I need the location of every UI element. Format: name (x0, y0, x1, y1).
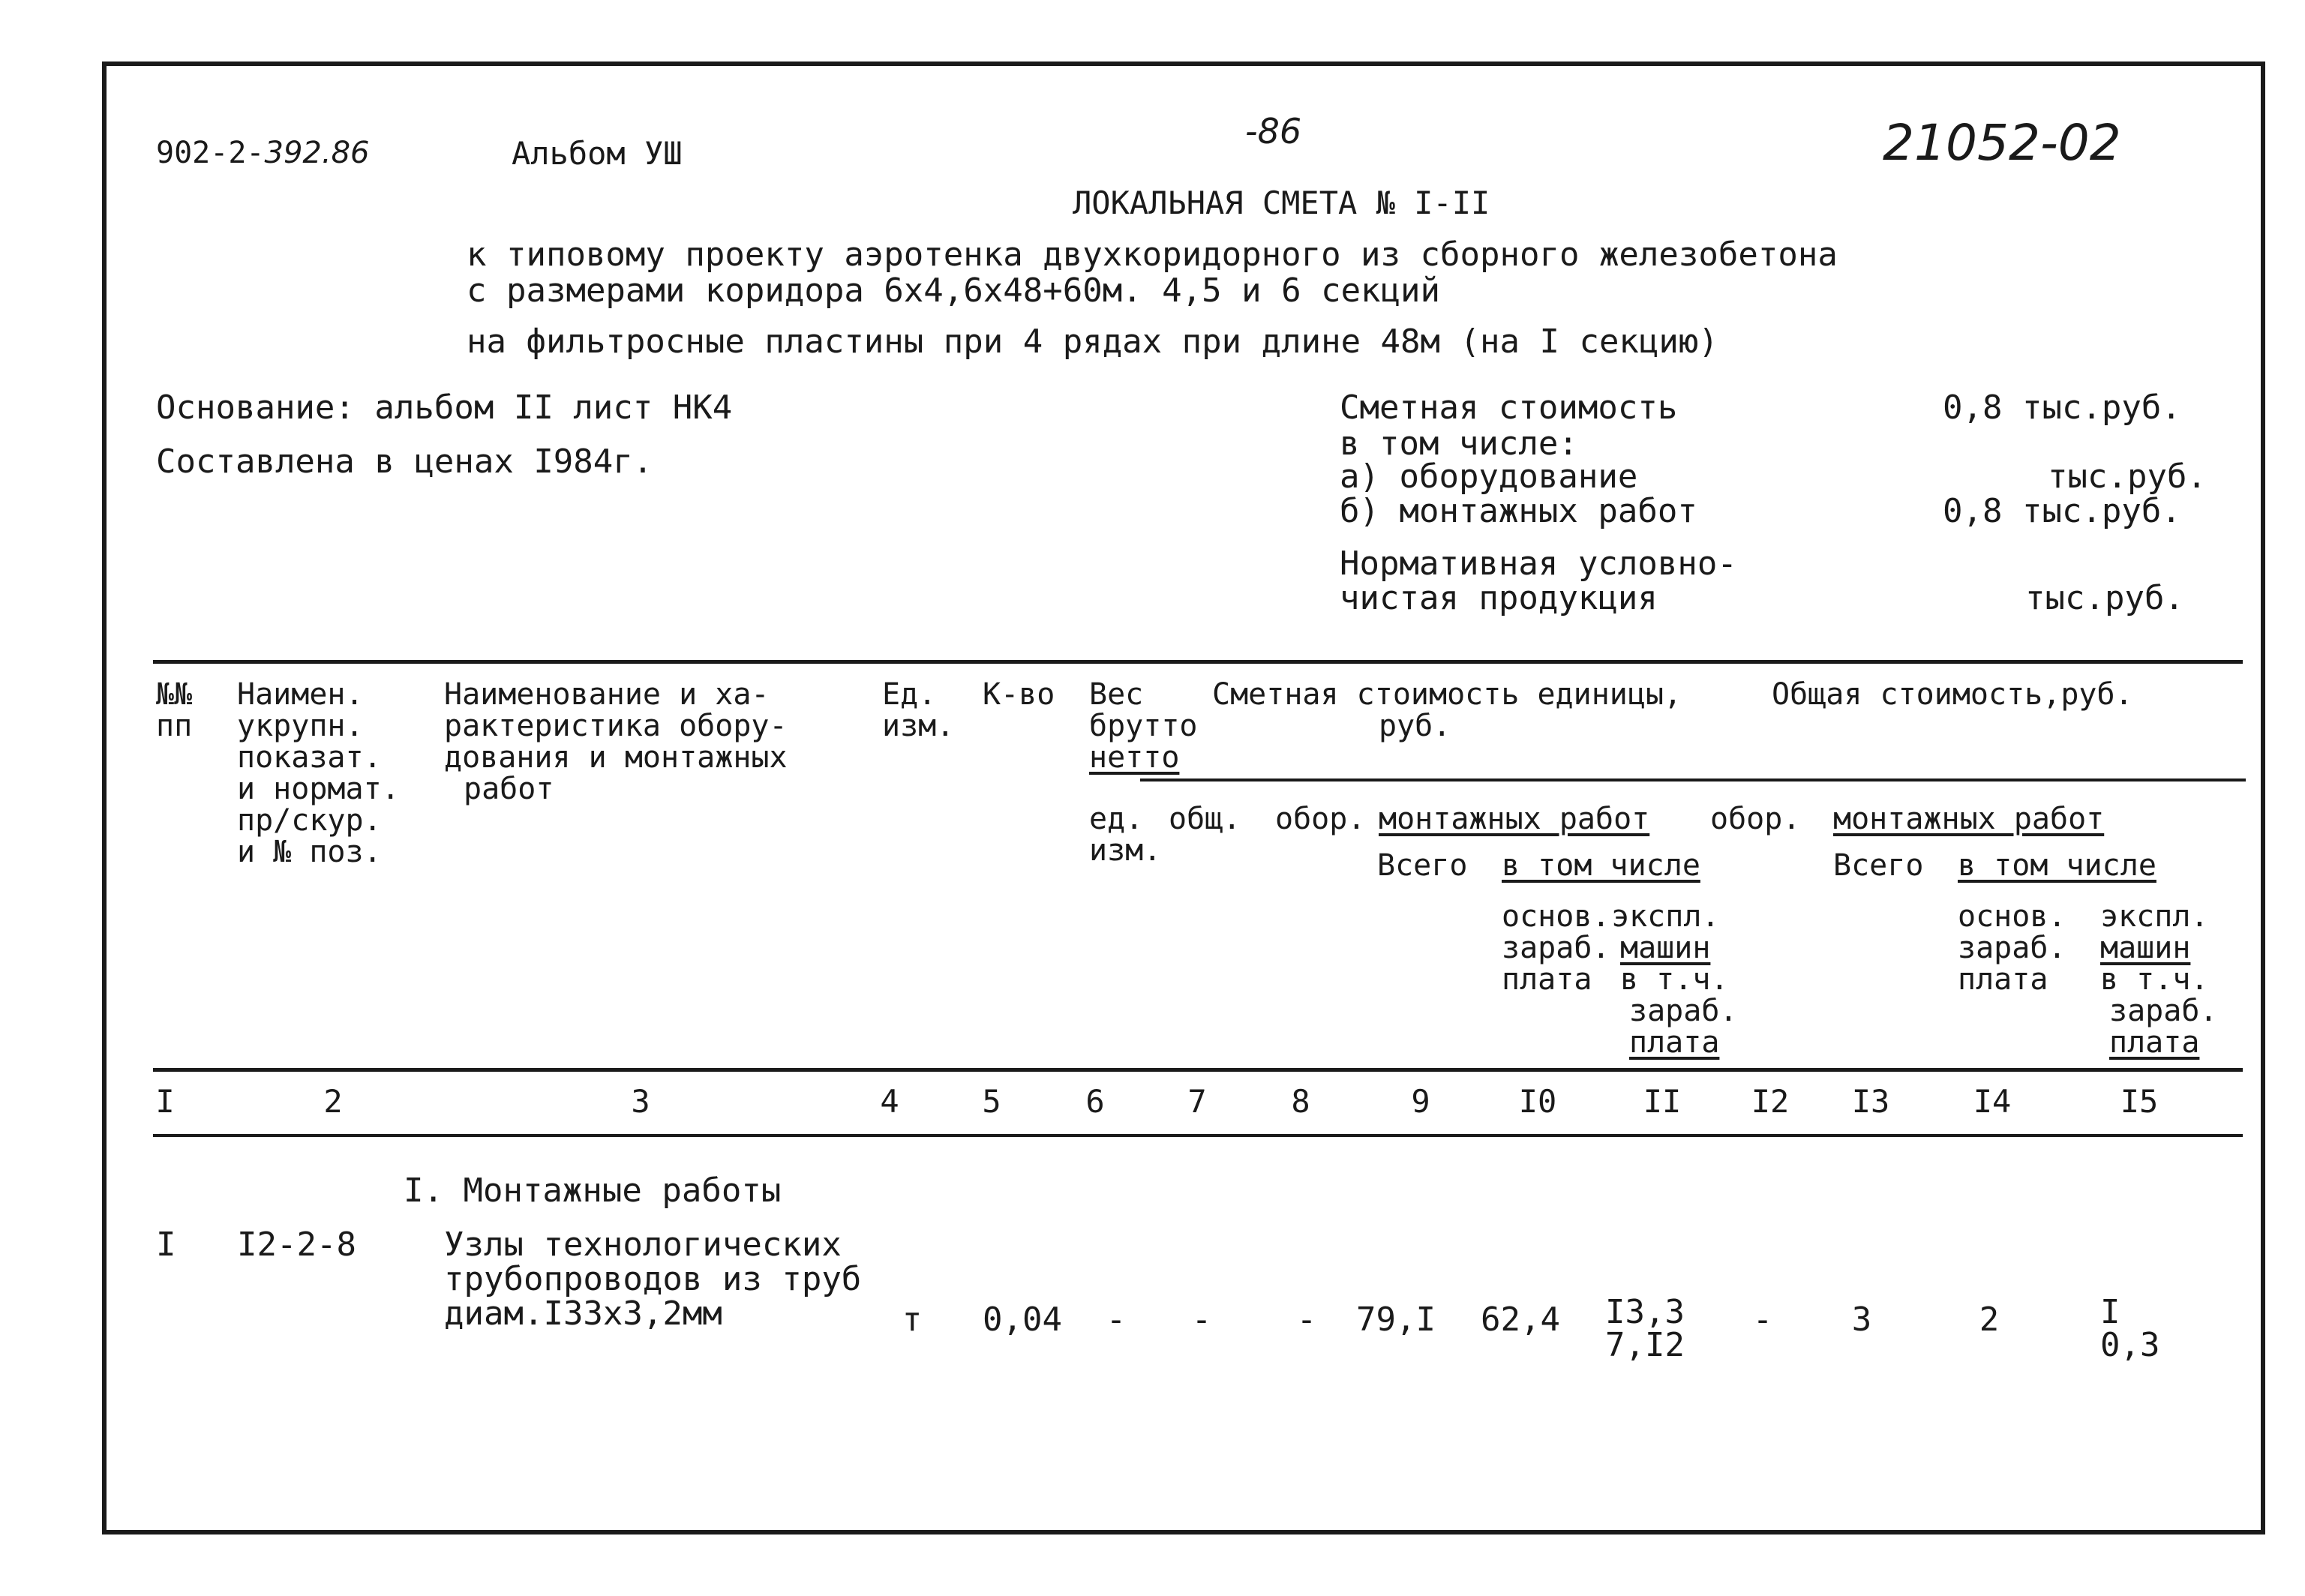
text-cell: плата (1502, 962, 1592, 997)
text-cell: в т.ч. (1620, 962, 1729, 997)
estimate-subtitle-line-2: с размерами коридора 6х4,6х48+60м. 4,5 и 6 секций (467, 272, 1441, 310)
row-c6: - (1106, 1300, 1127, 1339)
installation-value: 0,8 тыс.руб. (1943, 492, 2181, 530)
text-cell: машин (1620, 931, 1711, 965)
estimate-subtitle-line-1: к типовому проекту аэротенка двухкоридорного из сборного железобетона (467, 236, 1838, 274)
text-cell: пр/скур. (237, 803, 382, 838)
row-code: I2-2-8 (237, 1226, 356, 1264)
table-column-numbers-rule (153, 1134, 2243, 1137)
text-cell: изм. (1089, 833, 1162, 868)
row-c11b: 7,I2 (1605, 1326, 1685, 1364)
row-c9: 79,I (1356, 1300, 1436, 1339)
table-top-rule (153, 660, 2243, 664)
text-cell: Вес (1089, 677, 1144, 712)
row-num: I (156, 1226, 176, 1264)
basis-line: Основание: альбом II лист НК4 (156, 388, 733, 427)
text-cell: 9 (1411, 1083, 1430, 1120)
header-incl-unit: в том числе (1502, 848, 1700, 883)
text-cell: II (1643, 1083, 1682, 1120)
text-cell: плата (1958, 962, 2048, 997)
row-name-3: диам.I33х3,2мм (444, 1294, 722, 1333)
row-c15b: 0,3 (2100, 1326, 2160, 1364)
text-cell: зараб. (1958, 931, 2066, 965)
text-cell: укрупн. (237, 709, 364, 743)
estimated-cost-label: Сметная стоимость (1340, 388, 1678, 427)
text-cell: 7 (1187, 1083, 1207, 1120)
row-c13: 3 (1851, 1300, 1872, 1339)
row-name-2: трубопроводов из труб (444, 1260, 862, 1298)
header-unit-cost-rub: руб. (1379, 709, 1451, 743)
normative-label-1: Нормативная условно- (1340, 544, 1737, 583)
project-code (156, 138, 369, 168)
estimate-subtitle-line-3: на фильтросные пластины при 4 рядах при длине 48м (на I секцию) (467, 322, 1718, 361)
text-cell: ед. (1089, 802, 1144, 836)
header-mont-unit: монтажных работ (1379, 802, 1650, 836)
text-cell: плата (2109, 1025, 2200, 1060)
row-c7: - (1191, 1300, 1212, 1339)
text-cell: 902-2- (156, 136, 265, 170)
row-qty: 0,04 (983, 1300, 1062, 1339)
text-cell: работ (464, 772, 554, 806)
text-cell: I3 (1851, 1083, 1890, 1120)
table-subheader-rule (1140, 778, 2246, 782)
text-cell: Ед. (882, 677, 937, 712)
text-cell: I (155, 1083, 175, 1120)
text-cell: I5 (2120, 1083, 2159, 1120)
header-vsego-total: Всего (1833, 848, 1924, 883)
album-label: Альбом УШ (512, 135, 683, 172)
text-cell: I0 (1518, 1083, 1557, 1120)
text-cell: 2 (323, 1083, 343, 1120)
text-cell: Наименование и ха- (444, 677, 770, 712)
header-col-5: К-во (983, 677, 1055, 712)
header-total-cost: Общая стоимость,руб. (1772, 677, 2133, 712)
row-c15: I (2100, 1293, 2120, 1331)
text-cell: Наимен. (237, 677, 364, 712)
text-cell: основ. (1502, 899, 1610, 934)
estimate-title: ЛОКАЛЬНАЯ СМЕТА № I-II (1073, 184, 1490, 221)
row-c8: - (1296, 1300, 1317, 1339)
row-name-1: Узлы технологических (444, 1226, 842, 1264)
text-cell: брутто (1089, 709, 1198, 743)
text-cell: машин (2100, 931, 2191, 965)
row-unit: т (902, 1300, 923, 1339)
text-cell: 6 (1085, 1083, 1105, 1120)
normative-value: тыс.руб. (2025, 579, 2184, 617)
row-c10: 62,4 (1481, 1300, 1560, 1339)
estimated-cost-value: 0,8 тыс.руб. (1943, 388, 2181, 427)
including-label: в том числе: (1340, 424, 1578, 463)
section-title: I. Монтажные работы (404, 1172, 782, 1210)
text-cell: №№ (156, 677, 193, 712)
project-code-handwritten: 392.86 (264, 136, 370, 170)
text-cell: 5 (982, 1083, 1001, 1120)
text-cell: зараб. (2109, 994, 2218, 1028)
header-sub-total: общ. (1169, 802, 1241, 836)
row-c12: - (1752, 1300, 1773, 1339)
text-cell: основ. (1958, 899, 2066, 934)
text-cell: и нормат. (237, 772, 400, 806)
text-cell: экспл. (2100, 899, 2209, 934)
header-mont-total: монтажных работ (1833, 802, 2105, 836)
header-equipment-total: обор. (1710, 802, 1801, 836)
text-cell: экспл. (1611, 899, 1720, 934)
header-unit-cost: Сметная стоимость единицы, (1212, 677, 1682, 712)
text-cell: показат. (237, 740, 382, 775)
header-incl-total: в том числе (1958, 848, 2156, 883)
text-cell: зараб. (1502, 931, 1610, 965)
text-cell: пп (156, 709, 193, 743)
prices-year-line: Составлена в ценах I984г. (156, 442, 653, 481)
text-cell: 8 (1291, 1083, 1310, 1120)
row-c11: I3,3 (1605, 1293, 1685, 1331)
text-cell: изм. (882, 709, 955, 743)
table-header-rule (153, 1068, 2243, 1072)
row-c14: 2 (1979, 1300, 2000, 1339)
document-number-handwritten: 21052-02 (1883, 114, 2121, 172)
text-cell: плата (1629, 1025, 1720, 1060)
header-vsego-unit: Всего (1377, 848, 1468, 883)
page-number-handwritten: -86 (1245, 111, 1302, 152)
text-cell: в т.ч. (2100, 962, 2209, 997)
header-equipment-unit: обор. (1275, 802, 1366, 836)
equipment-label: а) оборудование (1340, 458, 1638, 496)
text-cell: I4 (1973, 1083, 2012, 1120)
equipment-value: тыс.руб. (2048, 458, 2207, 496)
text-cell: рактеристика обору- (444, 709, 788, 743)
text-cell: I2 (1751, 1083, 1790, 1120)
text-cell: зараб. (1629, 994, 1738, 1028)
installation-label: б) монтажных работ (1340, 492, 1697, 530)
text-cell: дования и монтажных (444, 740, 788, 775)
text-cell: 3 (631, 1083, 650, 1120)
text-cell: нетто (1089, 740, 1180, 775)
text-cell: 4 (880, 1083, 899, 1120)
text-cell: и № поз. (237, 835, 382, 869)
normative-label-2: чистая продукция (1340, 579, 1658, 617)
